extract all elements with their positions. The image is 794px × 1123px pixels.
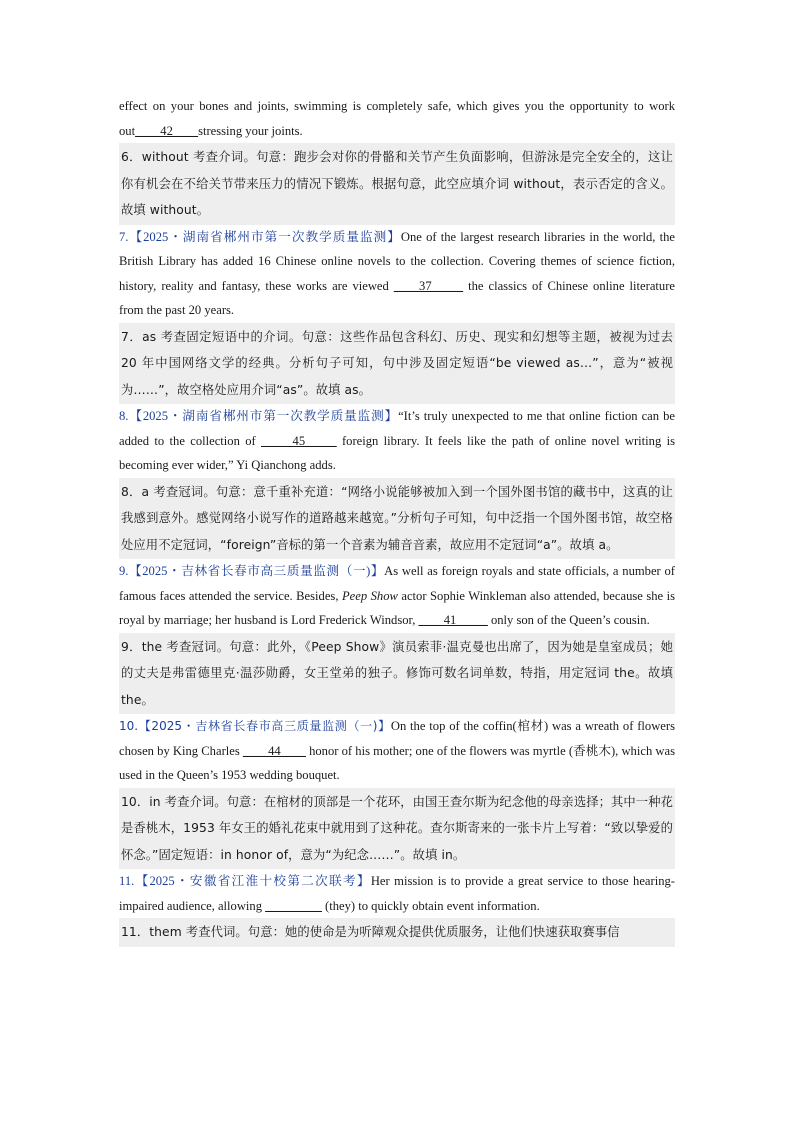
question-paragraph bbox=[119, 94, 675, 143]
question-text: actor Sophie Winkleman also attended, because she is royal by marriage; her husband is Lord Frederick Windsor, bbox=[119, 588, 675, 627]
question-source: 9.【2025・吉林省长春市高三质量监测（一)】 bbox=[119, 564, 385, 578]
answer-blank: ____41_____ bbox=[418, 613, 488, 627]
question-text: the classics of Chinese online literature from the past 20 years. bbox=[119, 278, 675, 317]
answer-explanation: 11．them 考查代词。句意：她的使命是为听障观众提供优质服务，让他们快速获取赛事信 bbox=[119, 918, 675, 947]
document-content bbox=[119, 94, 675, 947]
question-source: 8.【2025・湖南省郴州市第一次教学质量监测】 bbox=[119, 409, 399, 423]
answer-explanation: 8．a 考查冠词。句意：意千重补充道：“网络小说能够被加入到一个国外图书馆的藏书中，这真的让我感到意外。感觉网络小说写作的道路越来越宽。”分析句子可知，句中泛指一个国外图书馆，故空格处应用不定冠词，“foreign”音标的第一个音素为辅音音素，故应用不定冠词“a”。故填 a。 bbox=[119, 478, 675, 560]
answer-explanation: 10．in 考查介词。句意：在棺材的顶部是一个花环，由国王查尔斯为纪念他的母亲选择；其中一种花是香桃木，1953 年女王的婚礼花束中就用到了这种花。查尔斯寄来的一张卡片上写着：“致以挚爱的怀念。”固定短语：in honor of，意为“为纪念……”。故填 in。 bbox=[119, 788, 675, 870]
answer-explanation: 7．as 考查固定短语中的介词。句意：这些作品包含科幻、历史、现实和幻想等主题，被视为过去 20 年中国网络文学的经典。分析句子可知，句中涉及固定短语“be viewed as…”，意为“被视为……”，故空格处应用介词“as”。故填 as。 bbox=[119, 323, 675, 405]
question-paragraph bbox=[119, 559, 675, 633]
question-text: foreign library. It feels like the path of online novel writing is becoming ever wider,” Yi Qianchong adds. bbox=[119, 433, 676, 472]
question-text: As well as foreign royals and state officials, a number of famous faces attended the service. Besides, bbox=[119, 564, 675, 603]
answer-blank: ____44____ bbox=[242, 743, 306, 758]
question-text: effect on your bones and joints, swimming is completely safe, which gives you the opportunity to work out bbox=[119, 99, 675, 138]
question-text: stressing your joints. bbox=[198, 123, 303, 138]
answer-blank: _____45_____ bbox=[261, 433, 337, 448]
answer-explanation: 9．the 考查冠词。句意：此外，《Peep Show》演员索菲·温克曼也出席了，因为她是皇室成员；她的丈夫是弗雷德里克·温莎勋爵，女王堂弟的独子。修饰可数名词单数，特指，用定冠词 the。故填 the。 bbox=[119, 633, 675, 715]
question-source: 10.【2025・吉林省长春市高三质量监测（一)】 bbox=[119, 719, 391, 733]
answer-blank: _________ bbox=[265, 898, 322, 913]
question-text: (they) to quickly obtain event information. bbox=[321, 898, 540, 913]
question-text: One of the largest research libraries in the world, the British Library has added 16 Chinese online novels to the collection. Covering themes of science fiction, history, reality and fantasy, these works are viewed bbox=[119, 229, 676, 293]
question-text: “It’s truly unexpected to me that online fiction can be added to the collection of bbox=[119, 409, 675, 448]
question-paragraph bbox=[119, 225, 675, 323]
italic-title: Peep Show bbox=[341, 588, 398, 603]
question-paragraph bbox=[119, 714, 675, 788]
answer-blank: ____42____ bbox=[135, 123, 199, 138]
question-source: 11.【2025・安徽省江淮十校第二次联考】 bbox=[119, 874, 371, 888]
answer-explanation: 6．without 考查介词。句意：跑步会对你的骨骼和关节产生负面影响，但游泳是完全安全的，这让你有机会在不给关节带来压力的情况下锻炼。根据句意，此空应填介词 without，表示否定的含义。故填 without。 bbox=[119, 143, 675, 225]
question-text: Her mission is to provide a great service to those hearing-impaired audience, allowing bbox=[119, 874, 675, 913]
question-text: On the top of the coffin(棺材) was a wreath of flowers chosen by King Charles bbox=[119, 719, 675, 758]
question-source: 7.【2025・湖南省郴州市第一次教学质量监测】 bbox=[119, 229, 401, 244]
question-paragraph bbox=[119, 869, 675, 918]
question-text: honor of his mother; one of the flowers was myrtle (香桃木), which was used in the Queen’s 1953 wedding bouquet. bbox=[119, 743, 675, 782]
answer-blank: ____37_____ bbox=[393, 278, 464, 293]
question-text: only son of the Queen’s cousin. bbox=[487, 613, 650, 627]
question-paragraph bbox=[119, 404, 675, 478]
